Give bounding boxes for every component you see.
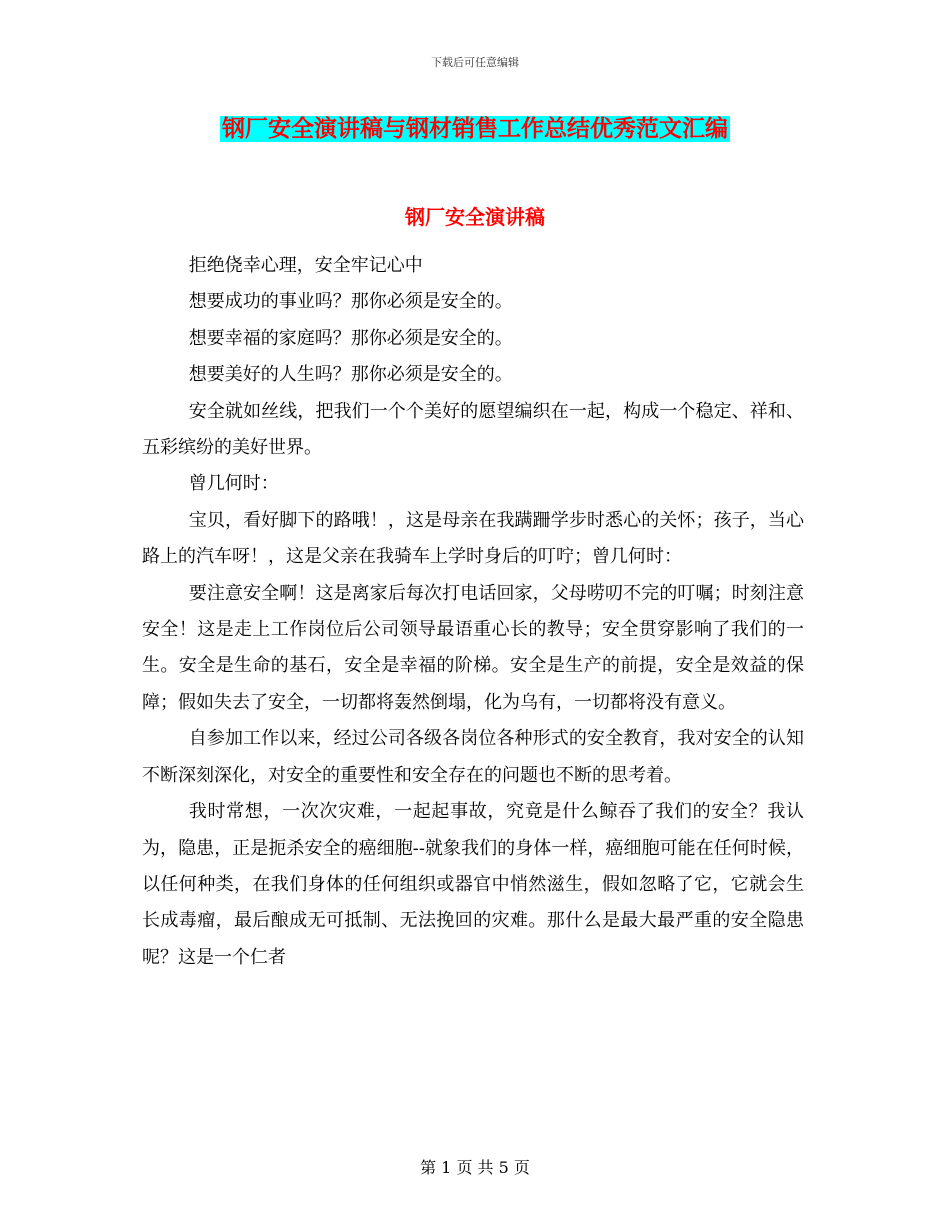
page-header-note: 下载后可任意编辑 [431,56,519,69]
section-title: 钢厂安全演讲稿 [405,205,545,229]
document-title-text: 钢厂安全演讲稿与钢材销售工作总结优秀范文汇编 [222,116,728,142]
paragraph: 自参加工作以来，经过公司各级各岗位各种形式的安全教育，我对安全的认知不断深刻深化，对安全的重要性和安全存在的问题也不断的思考着。 [142,728,804,786]
paragraph: 要注意安全啊！这是离家后每次打电话回家，父母唠叨不完的叮嘱；时刻注意安全！这是走上工作岗位后公司领导最语重心长的教导；安全贯穿影响了我们的一生。安全是生命的基石，安全是幸福的阶梯。安全是生产的前提，安全是效益的保障；假如失去了安全，一切都将轰然倒塌，化为乌有，一切都将没有意义。 [142,582,804,713]
document-title [0,114,950,144]
paragraph: 想要幸福的家庭吗？那你必须是安全的。 [188,327,513,349]
paragraph: 拒绝侥幸心理，安全牢记心中 [188,255,423,276]
paragraph: 曾几何时： [188,473,279,495]
paragraph: 我时常想，一次次灾难，一起起事故，究竟是什么鲸吞了我们的安全？我认为，隐患，正是扼杀安全的癌细胞--就象我们的身体一样，癌细胞可能在任何时候，以任何种类，在我们身体的任何组织或器官中悄然滋生，假如忽略了它，它就会生长成毒瘤，最后酿成无可抵制、无法挽回的灾难。那什么是最大最严重的安全隐患呢？这是一个仁者 [142,801,804,968]
paragraph: 安全就如丝线，把我们一个个美好的愿望编织在一起，构成一个稳定、祥和、五彩缤纷的美好世界。 [142,400,804,459]
paragraph: 想要美好的人生吗？那你必须是安全的。 [188,364,513,386]
document-body [142,248,804,976]
paragraph: 想要成功的事业吗？那你必须是安全的。 [188,291,513,313]
page-number-footer: 第 1 页 共 5 页 [420,1158,530,1177]
paragraph: 宝贝，看好脚下的路哦！，这是母亲在我蹒跚学步时悉心的关怀；孩子，当心路上的汽车呀！，这是父亲在我骑车上学时身后的叮咛；曾几何时： [142,509,804,568]
